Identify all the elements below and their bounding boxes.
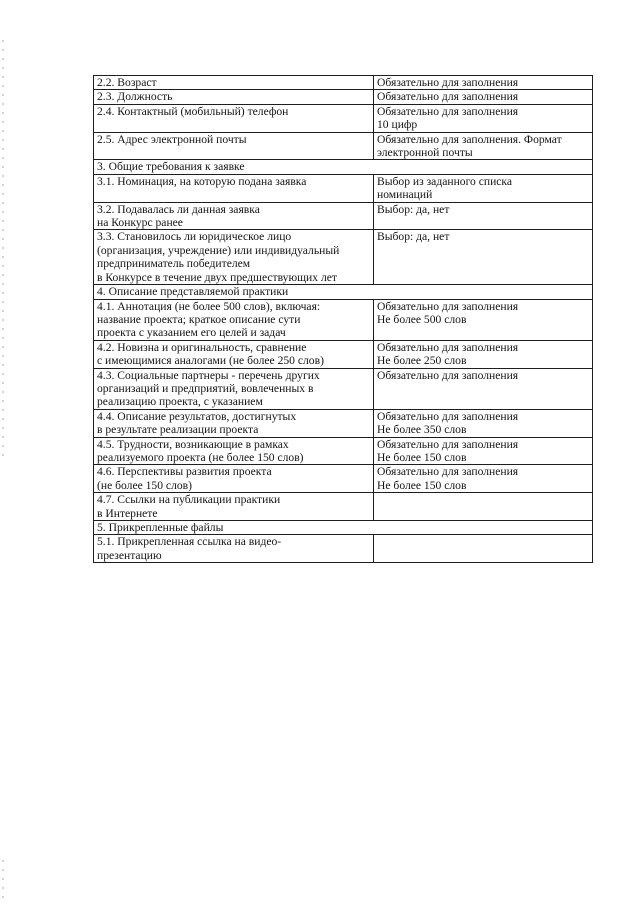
table-row (94, 340, 593, 368)
table-row (94, 174, 593, 202)
table-row (94, 368, 593, 409)
row-value: Обязательно для заполнения Не более 150 слов (374, 465, 593, 493)
row-label: 4.6. Перспективы развития проекта (не более 150 слов) (94, 465, 374, 493)
row-value: Выбор: да, нет (374, 230, 593, 285)
table-row (94, 409, 593, 437)
row-value: Обязательно для заполнения. Формат электронной почты (374, 132, 593, 160)
row-label: 2.2. Возраст (94, 76, 374, 90)
row-value: Обязательно для заполнения Не более 500 слов (374, 299, 593, 340)
row-label: 2.3. Должность (94, 90, 374, 104)
row-value: Обязательно для заполнения 10 цифр (374, 104, 593, 132)
row-label: 4.2. Новизна и оригинальность, сравнение с имеющимися аналогами (не более 250 слов) (94, 340, 374, 368)
table-row (94, 437, 593, 465)
section-row (94, 160, 593, 174)
row-label: 5.1. Прикрепленная ссылка на видео- презентацию (94, 535, 374, 563)
table-row (94, 90, 593, 104)
row-value: Обязательно для заполнения Не более 150 слов (374, 437, 593, 465)
row-label: 3.2. Подавалась ли данная заявка на Конкурс ранее (94, 202, 374, 230)
row-label: 3.3. Становилось ли юридическое лицо (организация, учреждение) или индивидуальный предприниматель победителем в Конкурсе в течение двух предшествующих лет (94, 230, 374, 285)
table-row (94, 132, 593, 160)
row-value: Обязательно для заполнения (374, 76, 593, 90)
table-row (94, 202, 593, 230)
section-row (94, 521, 593, 535)
table-row (94, 76, 593, 90)
row-value: Выбор: да, нет (374, 202, 593, 230)
row-label: 2.4. Контактный (мобильный) телефон (94, 104, 374, 132)
application-requirements-table (93, 75, 593, 563)
table-row (94, 230, 593, 285)
row-value: Обязательно для заполнения (374, 90, 593, 104)
table-row (94, 104, 593, 132)
row-label: 4.7. Ссылки на публикации практики в Интернете (94, 493, 374, 521)
section-row (94, 285, 593, 299)
table-row (94, 465, 593, 493)
row-value (374, 535, 593, 563)
row-label: 4.3. Социальные партнеры - перечень других организаций и предприятий, вовлеченных в реализацию проекта, с указанием (94, 368, 374, 409)
row-label: 3.1. Номинация, на которую подана заявка (94, 174, 374, 202)
row-label: 4.1. Аннотация (не более 500 слов), включая: название проекта; краткое описание сути проекта с указанием его целей и задач (94, 299, 374, 340)
section-heading: 5. Прикрепленные файлы (94, 521, 593, 535)
table-row (94, 493, 593, 521)
row-label: 4.5. Трудности, возникающие в рамках реализуемого проекта (не более 150 слов) (94, 437, 374, 465)
row-value: Обязательно для заполнения Не более 250 слов (374, 340, 593, 368)
table-row (94, 535, 593, 563)
row-label: 2.5. Адрес электронной почты (94, 132, 374, 160)
row-value: Выбор из заданного списка номинаций (374, 174, 593, 202)
scan-edge-marks-bottom (2, 860, 4, 900)
row-value: Обязательно для заполнения Не более 350 слов (374, 409, 593, 437)
scan-edge-marks (2, 40, 4, 460)
section-heading: 4. Описание представляемой практики (94, 285, 593, 299)
row-value (374, 493, 593, 521)
section-heading: 3. Общие требования к заявке (94, 160, 593, 174)
row-value: Обязательно для заполнения (374, 368, 593, 409)
row-label: 4.4. Описание результатов, достигнутых в результате реализации проекта (94, 409, 374, 437)
table-row (94, 299, 593, 340)
